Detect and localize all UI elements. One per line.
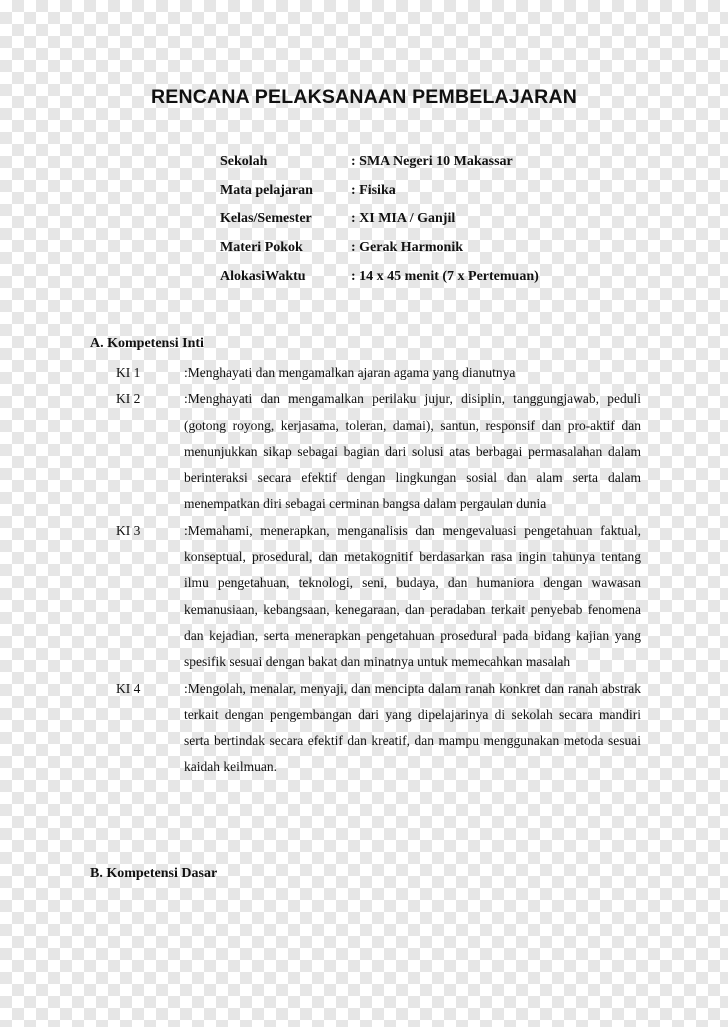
meta-row-school — [220, 152, 640, 181]
meta-row-class — [220, 209, 640, 238]
list-item-ki3 — [116, 518, 641, 676]
identity-table — [220, 152, 640, 295]
ki-label: KI 2 — [116, 391, 141, 407]
meta-value: : Fisika — [351, 182, 396, 198]
meta-value: : XI MIA / Ganjil — [351, 211, 456, 227]
meta-label: Kelas/Semester — [220, 211, 312, 227]
meta-row-topic — [220, 238, 640, 267]
ki-label: KI 1 — [116, 365, 141, 380]
section-b-heading: B. Kompetensi Dasar — [90, 866, 218, 881]
meta-label: Mata pelajaran — [220, 182, 313, 198]
list-item-ki1 — [116, 360, 641, 386]
ki-text: :Memahami, menerapkan, menganalisis dan mengevaluasi pengetahuan faktual, konseptual, prosedural, dan metakognitif berdasarkan rasa ingin tahunya tentang ilmu pengetahuan, teknologi, seni, budaya, dan humaniora dengan wawasan kemanusiaan, kebangsaan, kenegaraan, dan peradaban terkait penyebab fenomena dan kejadian, serta menerapkan pengetahuan prosedural pada bidang kajian yang spesifik sesuai dengan bakat dan minatnya untuk memecahkan masalah — [184, 522, 641, 670]
list-item-ki4 — [116, 676, 641, 781]
meta-value: : 14 x 45 menit (7 x Pertemuan) — [351, 268, 539, 284]
core-competency-list — [116, 360, 641, 781]
document-title: RENCANA PELAKSANAAN PEMBELAJARAN — [150, 86, 578, 108]
meta-label: Materi Pokok — [220, 240, 303, 256]
ki-text: :Menghayati dan mengamalkan ajaran agama yang dianutnya — [184, 365, 516, 380]
meta-row-subject — [220, 181, 640, 210]
ki-label: KI 4 — [116, 680, 141, 696]
list-item-ki2 — [116, 386, 641, 517]
ki-label: KI 3 — [116, 522, 141, 538]
ki-text: :Mengolah, menalar, menyaji, dan mencipta dalam ranah konkret dan ranah abstrak terkait dengan pengembangan dari yang dipelajarinya di sekolah secara mandiri serta bertindak secara efektif dan kreatif, dan mampu menggunakan metoda sesuai kaidah keilmuan. — [184, 680, 641, 775]
meta-label: Sekolah — [220, 154, 268, 169]
meta-value: : SMA Negeri 10 Makassar — [351, 154, 513, 169]
meta-label: AlokasiWaktu — [220, 268, 306, 284]
meta-value: : Gerak Harmonik — [351, 240, 463, 256]
meta-row-time — [220, 267, 640, 296]
ki-text: :Menghayati dan mengamalkan perilaku jujur, disiplin, tanggungjawab, peduli (gotong royong, kerjasama, toleran, damai), santun, responsif dan pro-aktif dan menunjukkan sikap sebagai bagian dari solusi atas berbagai permasalahan dalam berinteraksi secara efektif dengan lingkungan sosial dan alam serta dalam menempatkan diri sebagai cerminan bangsa dalam pergaulan dunia — [184, 391, 641, 512]
section-a-heading: A. Kompetensi Inti — [90, 336, 204, 351]
